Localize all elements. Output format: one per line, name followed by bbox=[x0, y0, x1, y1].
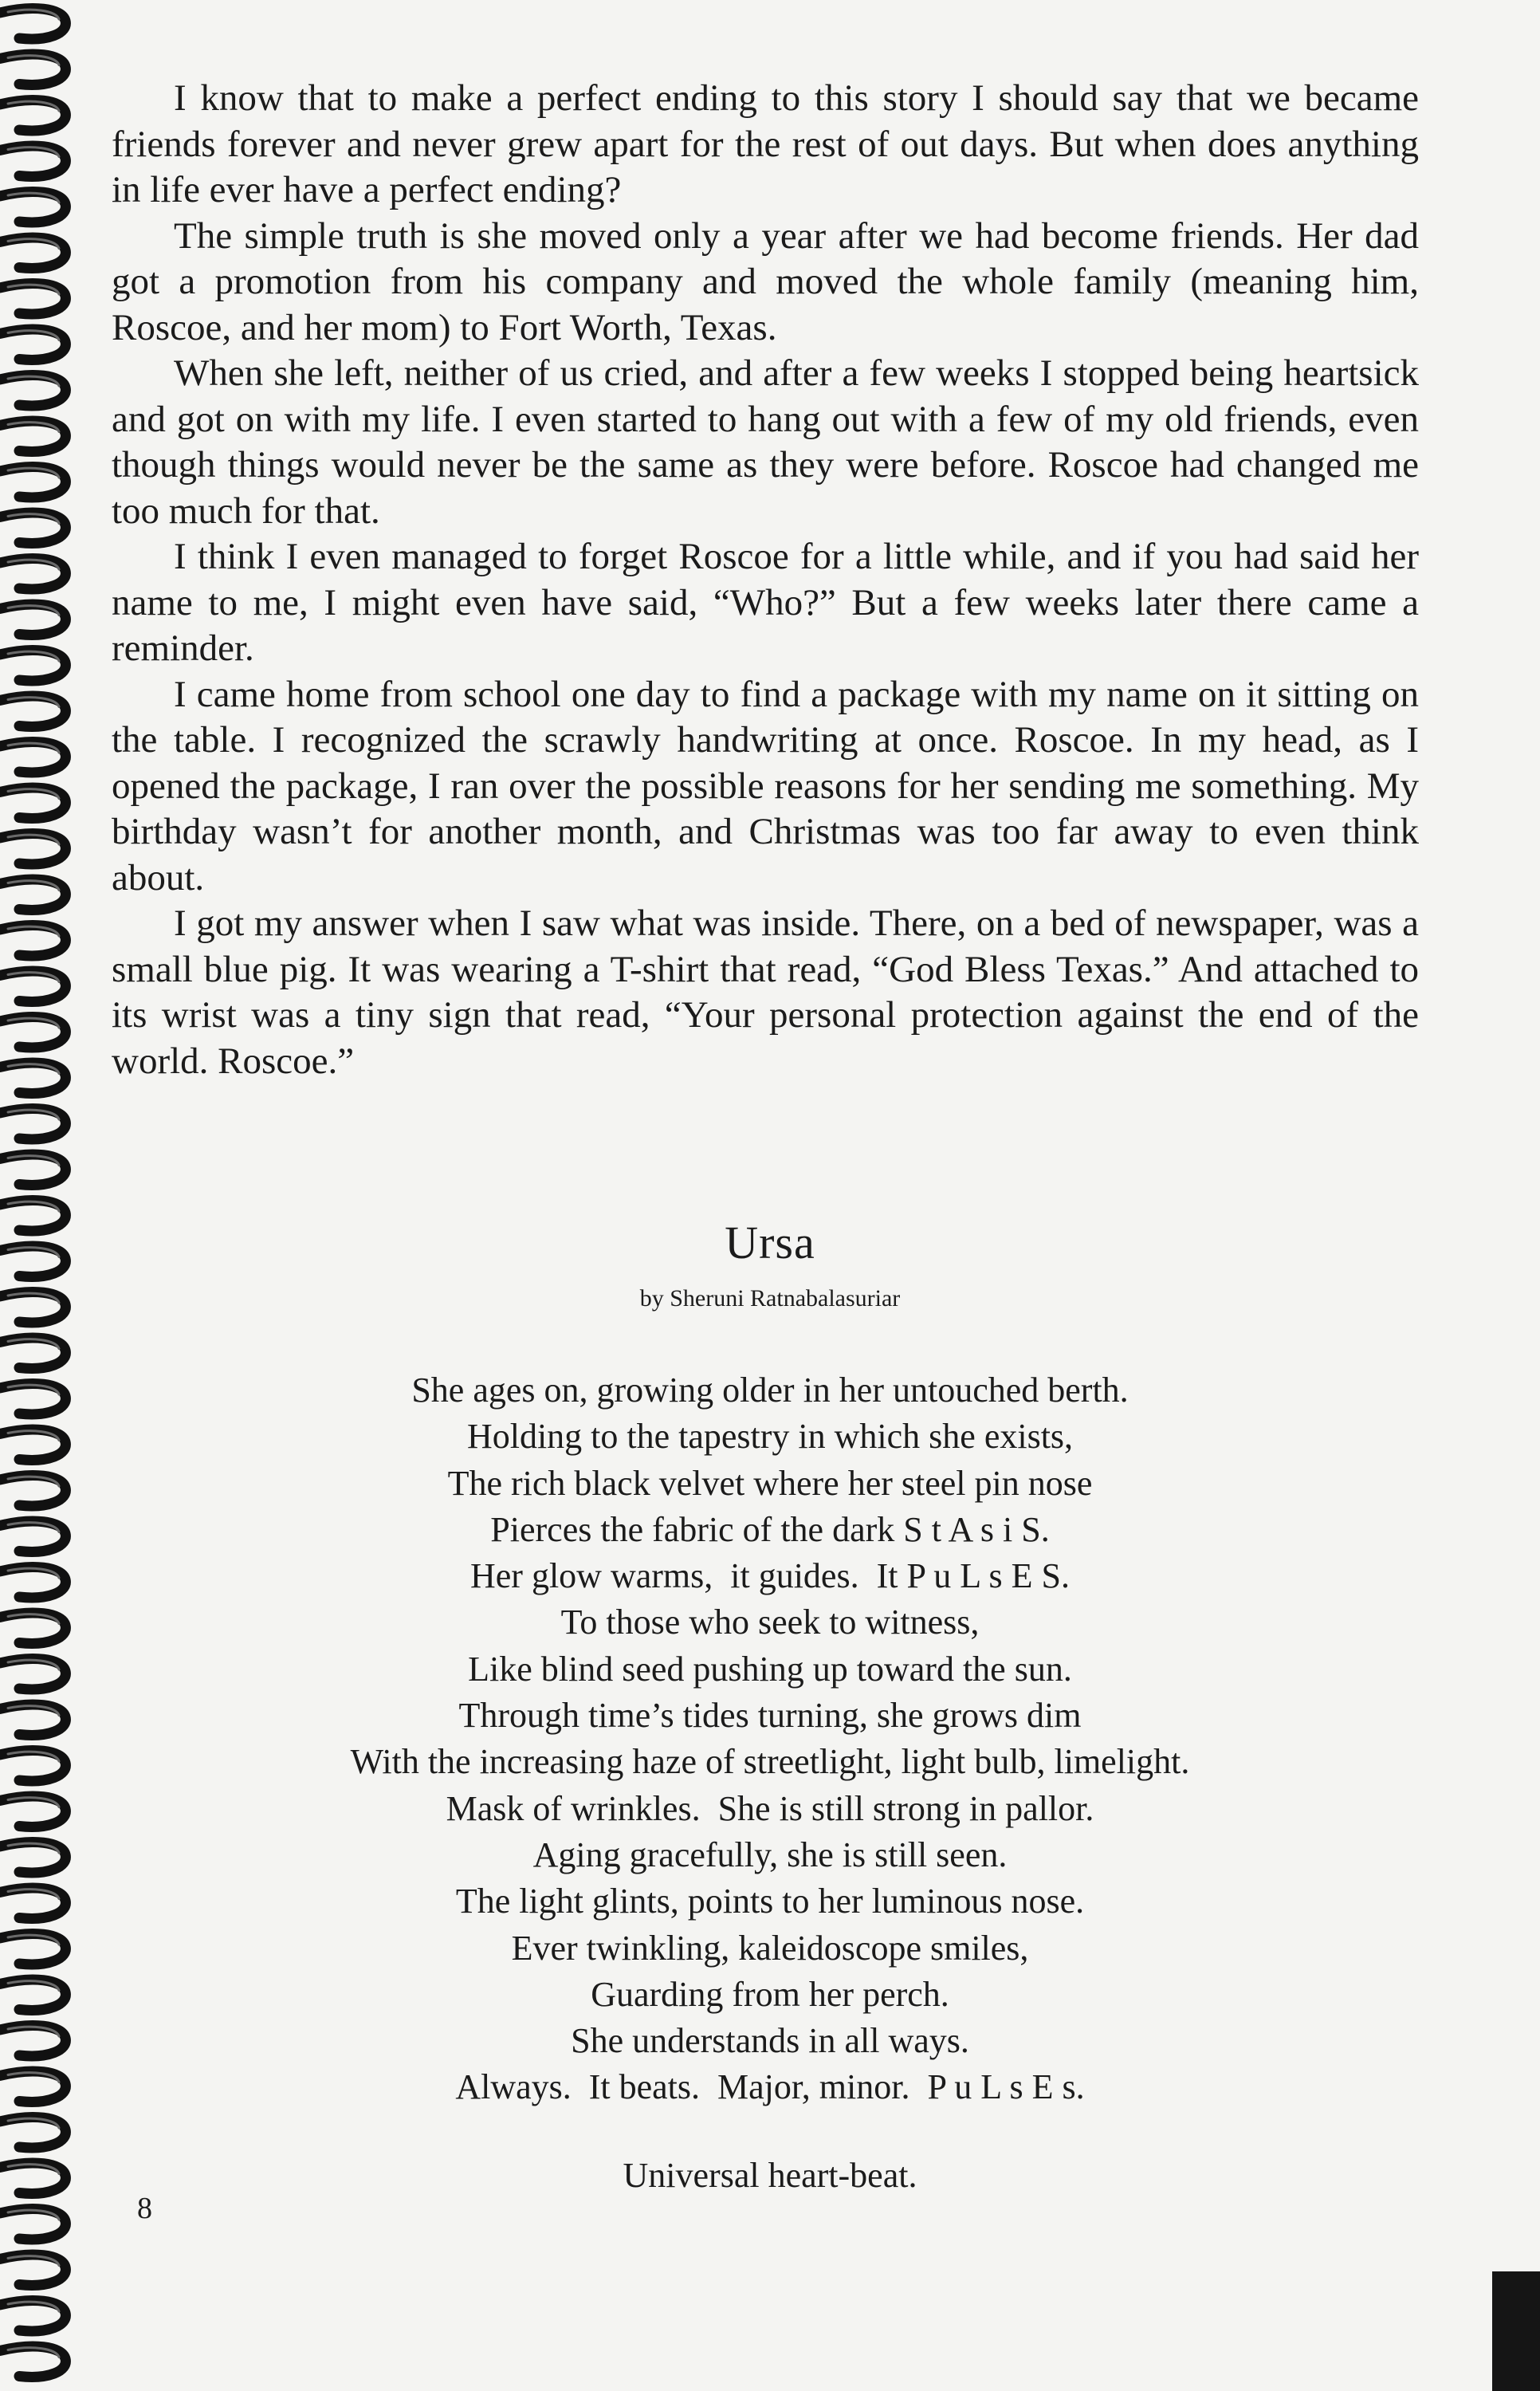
poem-closing-line: Universal heart-beat. bbox=[623, 2156, 917, 2195]
story-paragraph: I think I even managed to forget Roscoe for a little while, and if you had said her name to me, I might even have said, “Who?” But a few weeks later there came a reminder. bbox=[112, 536, 1419, 669]
spiral-coil bbox=[0, 329, 65, 360]
poem-title: Ursa bbox=[725, 1217, 815, 1268]
spiral-coil bbox=[0, 467, 65, 497]
poem-line: Through time’s tides turning, she grows dim bbox=[458, 1696, 1082, 1736]
poem-line: She ages on, growing older in her untouched berth. bbox=[411, 1370, 1129, 1410]
spiral-coil bbox=[0, 2118, 65, 2148]
spiral-coil bbox=[0, 834, 65, 864]
poem-line: The light glints, points to her luminous nose. bbox=[455, 1882, 1085, 1921]
poem-byline: by Sheruni Ratnabalasuriar bbox=[639, 1285, 901, 1312]
poem-line: Always. It beats. Major, minor. P u L s E s. bbox=[455, 2067, 1085, 2107]
spiral-coil bbox=[0, 742, 65, 773]
spiral-coil bbox=[0, 513, 65, 543]
spiral-coil bbox=[0, 1109, 65, 1139]
poem-line: Mask of wrinkles. She is still strong in pallor. bbox=[446, 1788, 1094, 1828]
poem-line: She understands in all ways. bbox=[571, 2021, 969, 2061]
poem-line: Pierces the fabric of the dark S t A s i S. bbox=[490, 1509, 1050, 1549]
spiral-coil bbox=[0, 971, 65, 1001]
spiral-coil bbox=[0, 926, 65, 956]
spiral-coil bbox=[0, 376, 65, 406]
poem-line: Ever twinkling, kaleidoscope smiles, bbox=[511, 1928, 1029, 1968]
spiral-coil bbox=[0, 1017, 65, 1048]
story-text bbox=[112, 76, 1419, 1084]
corner-shadow bbox=[1492, 2271, 1540, 2391]
spiral-coil bbox=[0, 2209, 65, 2240]
spiral-coil bbox=[0, 651, 65, 681]
spiral-coil bbox=[0, 2301, 65, 2331]
spiral-coil bbox=[0, 9, 65, 39]
poem-line: Holding to the tapestry in which she exists, bbox=[466, 1417, 1074, 1457]
spiral-coil bbox=[0, 604, 65, 635]
spiral-coil bbox=[0, 559, 65, 589]
spiral-coil bbox=[0, 696, 65, 726]
story-paragraph: When she left, neither of us cried, and after a few weeks I stopped being heartsick and got on with my life. I even started to hang out with a few of my old friends, even though things would never be the same as they were before. Roscoe had changed me too much for that. bbox=[112, 352, 1419, 532]
poem-line: With the increasing haze of streetlight, light bulb, limelight. bbox=[350, 1742, 1190, 1782]
spiral-coil bbox=[0, 192, 65, 222]
poem-line: To those who seek to witness, bbox=[560, 1603, 980, 1642]
story-paragraph: The simple truth is she moved only a year after we had become friends. Her dad got a promotion from his company and moved the whole family (meaning him, Roscoe, and her mom) to Fort Worth, Texas. bbox=[112, 214, 1419, 348]
page-number: 8 bbox=[137, 2192, 152, 2225]
poem-line: Her glow warms, it guides. It P u L s E S. bbox=[469, 1556, 1071, 1596]
spiral-coil bbox=[0, 100, 65, 131]
spiral-coil bbox=[0, 54, 65, 85]
spiral-coil bbox=[0, 421, 65, 451]
story-paragraph: I came home from school one day to find a package with my name on it sitting on the table. I recognized the scrawly handwriting at once. Roscoe. In my head, as I opened the package, I ran over the possible reasons for her sending me something. My birthday wasn’t for another month, and Christmas was too far away to even think about. bbox=[112, 673, 1419, 899]
spiral-coil bbox=[0, 1063, 65, 1093]
spiral-coil bbox=[0, 788, 65, 818]
spiral-coil bbox=[0, 146, 65, 176]
poem-line: The rich black velvet where her steel pin nose bbox=[447, 1463, 1093, 1503]
spiral-coil bbox=[0, 284, 65, 314]
story-paragraph: I know that to make a perfect ending to this story I should say that we became friends forever and never grew apart for the rest of out days. But when does anything in life ever have a perfect ending? bbox=[112, 77, 1419, 210]
spiral-coil bbox=[0, 2255, 65, 2285]
spiral-coil bbox=[0, 238, 65, 268]
spiral-coil bbox=[0, 1154, 65, 1185]
poem-line: Aging gracefully, she is still seen. bbox=[532, 1835, 1008, 1874]
spiral-coil bbox=[0, 1338, 65, 1368]
poem-body bbox=[0, 1367, 1540, 2111]
spiral-coil bbox=[0, 879, 65, 910]
story-paragraph: I got my answer when I saw what was inside. There, on a bed of newspaper, was a small blue pig. It was wearing a T-shirt that read, “God Bless Texas.” And attached to its wrist was a tiny sign that read, “Your personal protection against the end of the world. Roscoe.” bbox=[112, 903, 1419, 1082]
poem-line: Guarding from her perch. bbox=[591, 1974, 949, 2014]
spiral-coil bbox=[0, 2346, 65, 2377]
poem-line: Like blind seed pushing up toward the sun. bbox=[468, 1649, 1072, 1689]
